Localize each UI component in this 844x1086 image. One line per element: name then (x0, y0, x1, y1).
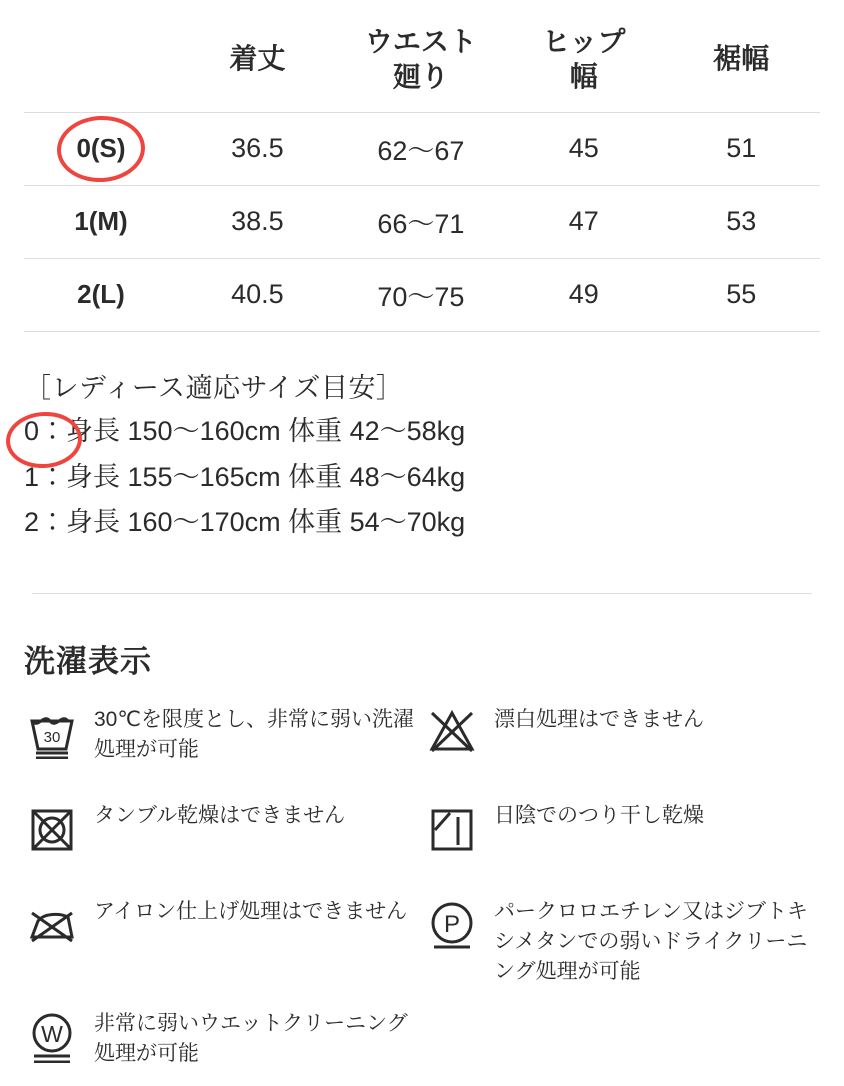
section-divider (32, 593, 812, 594)
column-header-hip (505, 6, 662, 112)
cell-length-size-2: 40.5 (231, 279, 284, 309)
row-label-size-1: 1(M) (74, 206, 128, 236)
cell-waist-size-1: 66〜71 (377, 209, 465, 239)
cell-hip-size-0: 45 (568, 133, 599, 163)
table-row (24, 112, 820, 185)
wet-clean-very-mild-icon (24, 1007, 80, 1063)
product-size-care-page (0, 6, 844, 1086)
table-row (24, 185, 820, 258)
column-header-waist (337, 6, 505, 112)
size-table (24, 6, 820, 332)
svg-text:P: P (443, 911, 461, 939)
row-label-size-0 (24, 112, 178, 185)
line-dry-in-shade-icon (424, 799, 480, 855)
care-item-wet-clean-very-mild (24, 1003, 424, 1083)
cell-length-size-1: 38.5 (231, 206, 284, 236)
dry-clean-p-mild-icon (424, 895, 480, 951)
size-guide-line-1: 1：身長 155〜165cm 体重 48〜64kg (24, 461, 466, 492)
cell-hem-size-2: 55 (726, 279, 757, 309)
size-table-body (24, 112, 820, 331)
no-tumble-dry-icon (24, 799, 80, 855)
column-header-hip-line1: ヒップ (542, 25, 626, 57)
cell-length-size-0: 36.5 (231, 133, 284, 163)
size-guide-block (24, 368, 820, 546)
cell-hip-size-1: 47 (568, 206, 599, 236)
cell-hem-size-0: 51 (726, 133, 757, 163)
laundry-section-title: 洗濯表示 (24, 644, 152, 680)
svg-text:30: 30 (43, 729, 61, 747)
care-text-dry-clean-p-mild: パークロロエチレン又はジブトキシメタンでの弱いドライクリーニング処理が可能 (494, 900, 809, 984)
row-label-size-0-text: 0(S) (76, 133, 126, 163)
care-item-no-iron (24, 891, 424, 986)
size-guide-line-2: 2：身長 160〜170cm 体重 54〜70kg (24, 507, 466, 538)
column-header-blank (24, 6, 178, 112)
care-text-line-dry-in-shade: 日陰でのつり干し乾燥 (494, 804, 704, 828)
care-item-no-tumble-dry (24, 795, 424, 875)
care-symbol-grid (24, 699, 820, 1082)
row-label-size-2: 2(L) (77, 279, 125, 309)
cell-waist-size-2: 70〜75 (377, 282, 465, 312)
cell-hem-size-1: 53 (726, 206, 757, 236)
care-text-wash-30-very-mild: 30℃を限度とし、非常に弱い洗濯処理が可能 (94, 708, 414, 762)
size-table-head (24, 6, 820, 112)
wash-30-very-mild-icon (24, 703, 80, 759)
size-guide-title: ［レディース適応サイズ目安］ (24, 372, 404, 403)
care-text-wet-clean-very-mild: 非常に弱いウエットクリーニング処理が可能 (94, 1011, 408, 1065)
laundry-section (24, 636, 820, 1082)
care-item-no-bleach (424, 699, 824, 779)
no-bleach-icon (424, 703, 480, 759)
care-text-no-iron: アイロン仕上げ処理はできません (94, 900, 408, 924)
care-text-no-bleach: 漂白処理はできません (494, 708, 704, 732)
care-item-dry-clean-p-mild (424, 891, 824, 986)
cell-hip-size-2: 49 (568, 279, 599, 309)
column-header-waist-line1: ウエスト (364, 25, 477, 57)
size-guide-line-0: 0：身長 150〜160cm 体重 42〜58kg (24, 416, 466, 447)
cell-waist-size-0: 62〜67 (377, 136, 465, 166)
size-table-header-row (24, 6, 820, 112)
column-header-hip-line2: 幅 (569, 60, 598, 92)
care-item-wash-30-very-mild (24, 699, 424, 779)
svg-text:W: W (41, 1020, 63, 1047)
column-header-hem: 裾幅 (713, 43, 770, 75)
column-header-waist-line2: 廻り (392, 60, 449, 92)
table-row (24, 258, 820, 331)
care-item-line-dry-in-shade (424, 795, 824, 875)
column-header-length: 着丈 (229, 43, 286, 75)
care-text-no-tumble-dry: タンブル乾燥はできません (94, 804, 346, 828)
no-iron-icon (24, 895, 80, 951)
